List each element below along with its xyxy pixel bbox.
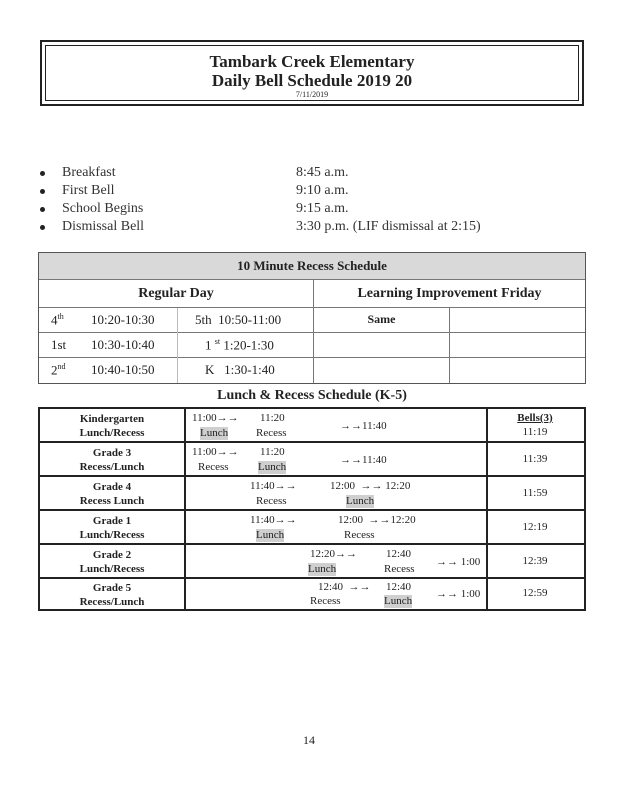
time-mid: 12:00 →→ 12:20 [330, 480, 411, 492]
bell-time: 11:19 [522, 426, 548, 438]
school-name: Tambark Creek Elementary [209, 52, 415, 71]
lunch-row-grade-3 [40, 443, 584, 477]
bell-time: 11:39 [522, 453, 548, 465]
grade-order: Lunch/Recess [79, 427, 145, 439]
activity-2: Recess [344, 529, 375, 541]
activity-2: Lunch [346, 495, 375, 507]
grade-order: Recess Lunch [79, 495, 145, 507]
time-item-breakfast [40, 164, 540, 182]
bell-time: 12:19 [522, 521, 548, 533]
time-start: 12:40 →→ [318, 581, 371, 593]
activity-1: Recess [198, 461, 229, 473]
schedule-title: Daily Bell Schedule 2019 20 [211, 71, 413, 90]
time-start: 11:00→→ [192, 446, 239, 458]
lunch-row-grade-1 [40, 511, 584, 545]
recess-row-pair: 1 $^{st}$ 1:20-1:30 [205, 337, 274, 353]
activity-2: Recess [256, 427, 287, 439]
time-start: 11:40→→ [250, 514, 297, 526]
time-value: 9:10 a.m. [296, 183, 349, 198]
lunch-row-kindergarten [40, 409, 584, 443]
bell-time: 11:59 [522, 487, 548, 499]
recess-row-time: 10:20-10:30 [91, 312, 155, 327]
grade-order: Lunch/Recess [79, 563, 145, 575]
time-item-first-bell [40, 182, 540, 200]
time-start: 11:40→→ [250, 480, 297, 492]
recess-row-grade: 1st [51, 337, 67, 352]
bells-heading: Bells(3) [517, 412, 553, 424]
recess-row-time: 10:30-10:40 [91, 337, 155, 352]
activity-2: Recess [384, 563, 415, 575]
time-item-school-begins [40, 200, 540, 218]
activity-2: Lunch [384, 595, 413, 607]
bullet-icon [40, 207, 45, 212]
time-label: Breakfast [62, 165, 116, 180]
grade-name: Grade 1 [92, 515, 132, 527]
header-box [40, 40, 584, 106]
grade-name: Kindergarten [79, 413, 145, 425]
bell-time: 12:39 [522, 555, 548, 567]
lif-value: Same [367, 312, 396, 326]
recess-schedule-table [38, 252, 586, 384]
bullet-icon [40, 171, 45, 176]
time-value: 3:30 p.m. (LIF dismissal at 2:15) [296, 219, 481, 234]
page-number: 14 [303, 733, 315, 747]
grade-name: Grade 4 [92, 481, 132, 493]
grade-order: Recess/Lunch [79, 461, 145, 473]
time-item-dismissal [40, 218, 540, 236]
time-end: →→11:40 [340, 420, 387, 432]
activity-1: Lunch [200, 427, 229, 439]
lunch-row-grade-5 [40, 579, 584, 609]
activity-1: Lunch [308, 563, 337, 575]
time-label: First Bell [62, 183, 115, 198]
time-start: 12:20→→ [310, 548, 358, 560]
regular-day-heading: Regular Day [138, 286, 214, 301]
time-end: →→11:40 [340, 454, 387, 466]
lunch-row-grade-4 [40, 477, 584, 511]
recess-table-title: 10 Minute Recess Schedule [39, 253, 585, 279]
recess-row-grade: 2nd [51, 362, 66, 378]
time-label: School Begins [62, 201, 144, 216]
bullet-icon [40, 225, 45, 230]
header-date: 7/11/2019 [295, 90, 329, 99]
recess-row-grade: 4th [51, 312, 64, 328]
grade-name: Grade 2 [92, 549, 132, 561]
activity-1: Lunch [256, 529, 285, 541]
time-mid: 11:20 [260, 412, 285, 424]
grade-order: Lunch/Recess [79, 529, 145, 541]
time-mid: 11:20 [260, 446, 285, 458]
activity-1: Recess [256, 495, 287, 507]
bell-time: 12:59 [522, 587, 548, 599]
lunch-recess-table [38, 407, 586, 611]
time-mid: 12:40 [386, 548, 412, 560]
time-start: 11:00→→ [192, 412, 239, 424]
recess-row-pair: K 1:30-1:40 [205, 362, 275, 377]
lunch-table-title: Lunch & Recess Schedule (K-5) [217, 388, 407, 403]
recess-row-time: 10:40-10:50 [91, 362, 155, 377]
time-mid: 12:00 →→12:20 [338, 514, 416, 526]
lunch-row-grade-2 [40, 545, 584, 579]
activity-2: Lunch [258, 461, 287, 473]
time-label: Dismissal Bell [62, 219, 145, 234]
grade-name: Grade 3 [92, 447, 132, 459]
time-value: 8:45 a.m. [296, 165, 349, 180]
bullet-icon [40, 189, 45, 194]
recess-row-pair: 5th 10:50-11:00 [195, 312, 282, 327]
time-end: →→ 1:00 [436, 588, 481, 600]
header-inner-border [45, 45, 579, 101]
lif-heading: Learning Improvement Friday [357, 286, 542, 301]
time-value: 9:15 a.m. [296, 201, 349, 216]
time-mid: 12:40 [386, 581, 412, 593]
grade-name: Grade 5 [92, 582, 132, 594]
time-end: →→ 1:00 [436, 556, 481, 568]
grade-order: Recess/Lunch [79, 596, 145, 608]
activity-1: Recess [310, 595, 341, 607]
